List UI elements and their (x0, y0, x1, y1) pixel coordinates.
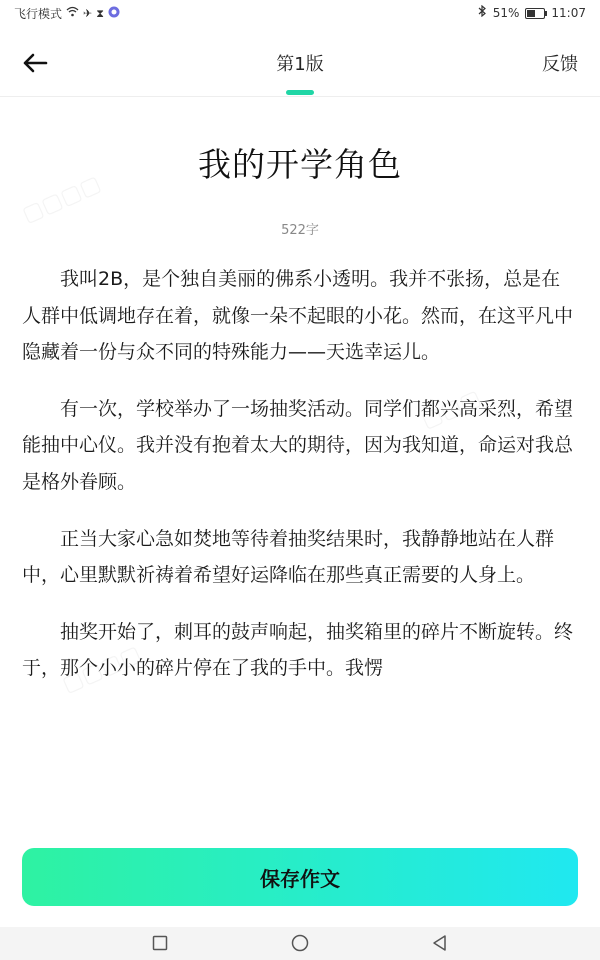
status-bar (0, 0, 600, 26)
wifi-icon (66, 6, 79, 21)
essay-paragraph: 正当大家心急如焚地等待着抽奖结果时，我静静地站在人群中，心里默默祈祷着希望好运降临在那些真正需要的人身上。 (22, 527, 555, 587)
word-count: 522字 (281, 223, 319, 238)
status-right (478, 5, 586, 21)
essay-content[interactable] (0, 97, 600, 837)
status-left (14, 5, 120, 22)
battery-icon (525, 8, 545, 19)
airplane-mode-label: 飞行模式 (14, 7, 63, 21)
back-triangle-icon[interactable] (430, 933, 450, 953)
battery-percent: 51% (492, 6, 520, 20)
hourglass-icon: ⧗ (96, 6, 104, 20)
essay-title: 我的开学角色 (198, 145, 402, 184)
essay-paragraph: 我叫2B，是个独自美丽的佛系小透明。我并不张扬，总是在人群中低调地存在着，就像一朵不起眼的小花。然而，在这平凡中隐藏着一份与众不同的特殊能力——天选幸运儿。 (22, 268, 574, 364)
version-tab[interactable]: 第1版 (276, 54, 324, 75)
app-icon (108, 6, 120, 21)
save-bar (0, 837, 600, 927)
version-tab-indicator (286, 90, 314, 95)
top-bar (0, 26, 600, 97)
airplane-icon: ✈ (83, 6, 93, 20)
feedback-button[interactable]: 反馈 (542, 54, 578, 75)
system-nav-bar (0, 927, 600, 960)
essay-paragraph: 有一次，学校举办了一场抽奖活动。同学们都兴高采烈，希望能抽中心仪。我并没有抱着太大的期待，因为我知道，命运对我总是格外眷顾。 (22, 397, 574, 493)
save-essay-button[interactable]: 保存作文 (22, 848, 578, 906)
essay-body (22, 261, 578, 707)
essay-paragraph: 抽奖开始了，刺耳的鼓声响起，抽奖箱里的碎片不断旋转。终于，那个小小的碎片停在了我的手中。我愣 (22, 620, 574, 680)
clock: 11:07 (551, 6, 586, 20)
bluetooth-icon (478, 5, 487, 21)
home-icon[interactable] (290, 933, 310, 953)
recent-apps-icon[interactable] (150, 933, 170, 953)
